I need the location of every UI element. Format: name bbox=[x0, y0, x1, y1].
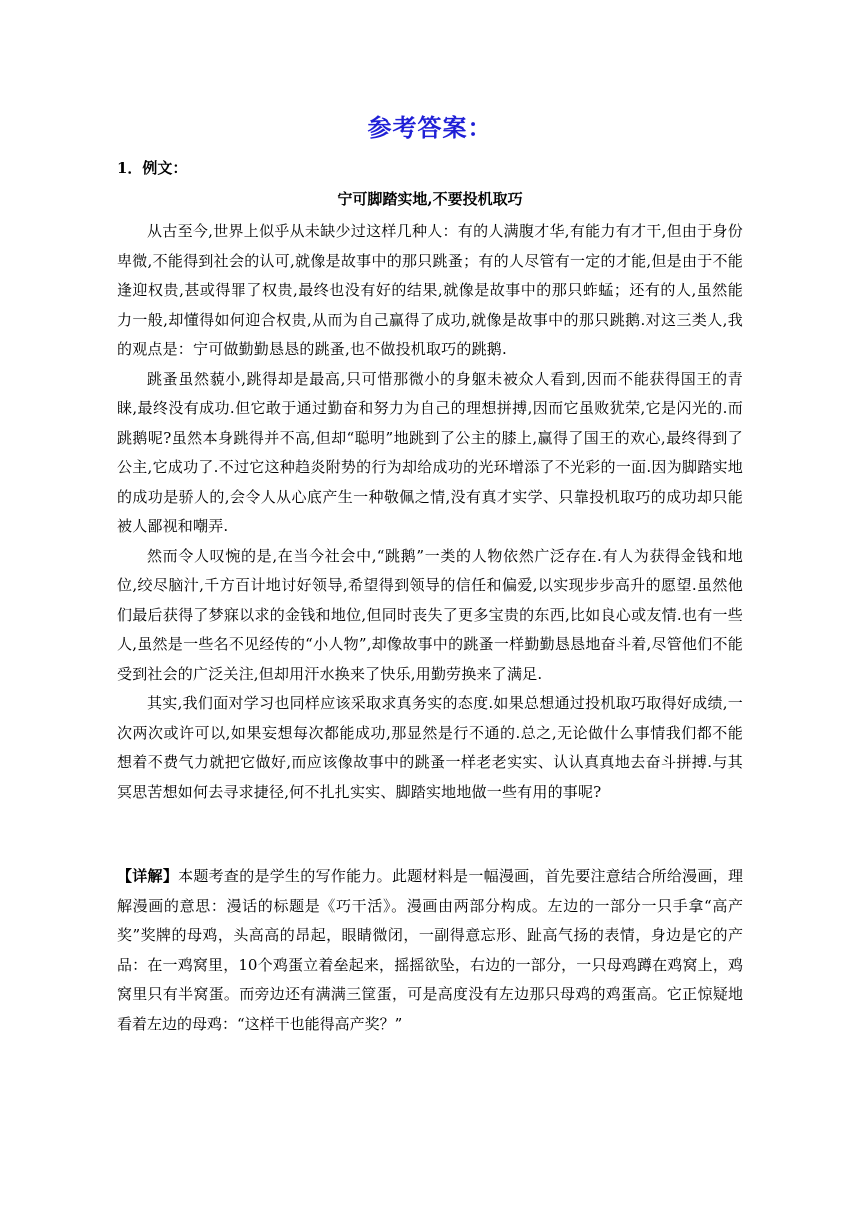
essay-paragraph: 跳蚤虽然藐小,跳得却是最高,只可惜那微小的身躯未被众人看到,因而不能获得国王的青睐,最终没有成功.但它敢于通过勤奋和努力为自己的理想拼搏,因而它虽败犹荣,它是闪光的.而跳鹅呢?虽然本身跳得并不高,但却“聪明”地跳到了公主的膝上,赢得了国王的欢心,最终得到了公主,它成功了.不过它这种趋炎附势的行为却给成功的光环增添了不光彩的一面.因为脚踏实地的成功是骄人的,会令人从心底产生一种敬佩之情,没有真才实学、只靠投机取巧的成功却只能被人鄙视和嘲弄. bbox=[117, 369, 743, 535]
detail-paragraph bbox=[117, 862, 743, 1040]
essay-paragraph: 其实,我们面对学习也同样应该采取求真务实的态度.如果总想通过投机取巧取得好成绩,一次两次或许可以,如果妄想每次都能成功,那显然是行不通的.总之,无论做什么事情我们都不能想着不费气力就把它做好,而应该像故事中的跳蚤一样老老实实、认认真真地去奋斗拼搏.与其冥思苦想如何去寻求捷径,何不扎扎实实、脚踏实地地做一些有用的事呢? bbox=[117, 694, 743, 801]
detail-tag: 【详解】 bbox=[117, 867, 179, 885]
essay-paragraph: 然而令人叹惋的是,在当今社会中,“跳鹅”一类的人物依然广泛存在.有人为获得金钱和地位,绞尽脑汁,千方百计地讨好领导,希望得到领导的信任和偏爱,以实现步步高升的愿望.虽然他们最后获得了梦寐以求的金钱和地位,但同时丧失了更多宝贵的东西,比如良心或友情.也有一些人,虽然是一些名不见经传的“小人物”,却像故事中的跳蚤一样勤勤恳恳地奋斗着,尽管他们不能受到社会的广泛关注,但却用汗水换来了快乐,用勤劳换来了满足. bbox=[117, 546, 743, 683]
detail-section bbox=[117, 862, 743, 1040]
answer-heading: 参考答案： bbox=[367, 114, 493, 142]
essay-paragraph: 从古至今,世界上似乎从未缺少过这样几种人：有的人满腹才华,有能力有才干,但由于身份卑微,不能得到社会的认可,就像是故事中的那只跳蚤；有的人尽管有一定的才能,但是由于不能逢迎权贵,甚或得罪了权贵,最终也没有好的结果,就像是故事中的那只蚱蜢；还有的人,虽然能力一般,却懂得如何迎合权贵,从而为自己赢得了成功,就像是故事中的那只跳鹅.对这三类人,我的观点是：宁可做勤勤恳恳的跳蚤,也不做投机取巧的跳鹅. bbox=[117, 222, 743, 358]
essay-body bbox=[117, 217, 743, 807]
question-label: 1．例文： bbox=[117, 159, 188, 177]
essay-title: 宁可脚踏实地,不要投机取巧 bbox=[337, 190, 523, 208]
detail-text: 本题考查的是学生的写作能力。此题材料是一幅漫画，首先要注意结合所给漫画，理解漫画的意思：漫话的标题是《巧干活》。漫画由两部分构成。左边的一部分一只手拿“高产奖”奖牌的母鸡，头高高的昂起，眼睛微闭，一副得意忘形、趾高气扬的表情，身边是它的产品：在一鸡窝里，10个鸡蛋立着垒起来，摇摇欲坠，右边的一部分，一只母鸡蹲在鸡窝上，鸡窝里只有半窝蛋。而旁边还有满满三筐蛋，可是高度没有左边那只母鸡的鸡蛋高。它正惊疑地看着左边的母鸡：“这样干也能得高产奖？” bbox=[117, 867, 743, 1033]
